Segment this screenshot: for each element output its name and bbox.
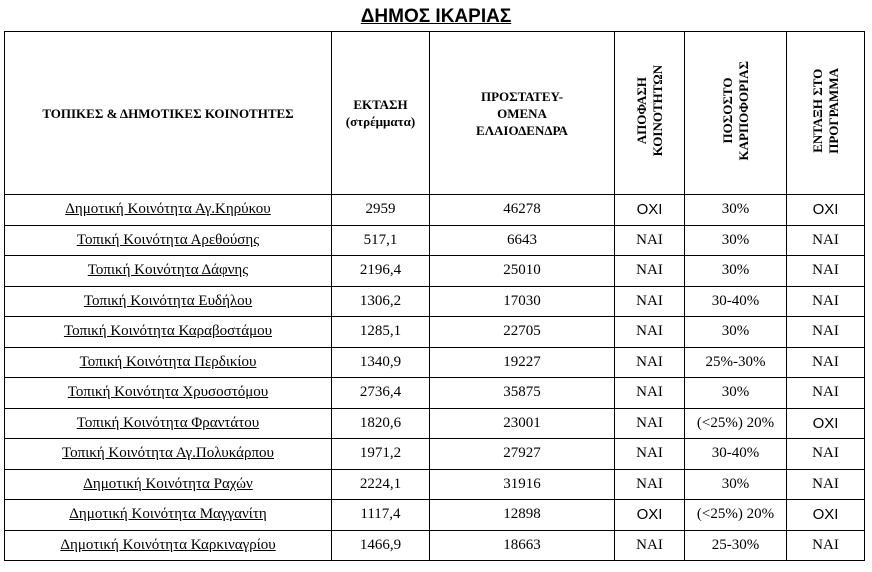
cell-community: Δημοτική Κοινότητα Καρκιναγρίου bbox=[5, 530, 332, 561]
cell-area: 1117,4 bbox=[332, 500, 430, 531]
table-row bbox=[5, 530, 865, 561]
cell-yield: 30% bbox=[685, 469, 787, 500]
table-row bbox=[5, 195, 865, 226]
cell-trees: 12898 bbox=[430, 500, 615, 531]
cell-trees: 23001 bbox=[430, 408, 615, 439]
communities-table bbox=[4, 31, 865, 561]
table-row bbox=[5, 347, 865, 378]
header-area: ΕΚΤΑΣΗ (στρέμματα) bbox=[332, 32, 430, 195]
cell-area: 2736,4 bbox=[332, 378, 430, 409]
cell-trees: 25010 bbox=[430, 256, 615, 287]
table-row bbox=[5, 286, 865, 317]
header-yield-label: ΠΟΣΟΣΤΟ ΚΑΡΠΟΦΟΡΙΑΣ bbox=[719, 61, 751, 161]
cell-trees: 6643 bbox=[430, 225, 615, 256]
header-trees: ΠΡΟΣΤΑΤΕΥ- ΟΜΕΝΑ ΕΛΑΙΟΔΕΝΔΡΑ bbox=[430, 32, 615, 195]
table-row bbox=[5, 225, 865, 256]
cell-area: 2959 bbox=[332, 195, 430, 226]
cell-program: ΟΧΙ bbox=[787, 408, 865, 439]
cell-area: 1466,9 bbox=[332, 530, 430, 561]
cell-program: ΝΑΙ bbox=[787, 378, 865, 409]
cell-community: Τοπική Κοινότητα Ευδήλου bbox=[5, 286, 332, 317]
cell-yield: 30-40% bbox=[685, 286, 787, 317]
header-program bbox=[787, 32, 865, 195]
cell-decision: ΝΑΙ bbox=[615, 317, 685, 348]
table-body bbox=[5, 195, 865, 561]
cell-community: Τοπική Κοινότητα Χρυσοστόμου bbox=[5, 378, 332, 409]
cell-program: ΟΧΙ bbox=[787, 500, 865, 531]
cell-program: ΝΑΙ bbox=[787, 469, 865, 500]
page-title: ΔΗΜΟΣ ΙΚΑΡΙΑΣ bbox=[360, 6, 512, 27]
header-decision bbox=[615, 32, 685, 195]
cell-program: ΝΑΙ bbox=[787, 225, 865, 256]
table-row bbox=[5, 439, 865, 470]
cell-program: ΝΑΙ bbox=[787, 439, 865, 470]
cell-area: 1340,9 bbox=[332, 347, 430, 378]
cell-decision: ΝΑΙ bbox=[615, 530, 685, 561]
cell-decision: ΝΑΙ bbox=[615, 225, 685, 256]
cell-trees: 31916 bbox=[430, 469, 615, 500]
header-program-label: ΕΝΤΑΞΗ ΣΤΟ ΠΡΟΓΡΑΜΜΑ bbox=[809, 68, 841, 154]
cell-program: ΝΑΙ bbox=[787, 347, 865, 378]
cell-decision: ΝΑΙ bbox=[615, 256, 685, 287]
table-row bbox=[5, 378, 865, 409]
header-yield bbox=[685, 32, 787, 195]
cell-yield: 30% bbox=[685, 317, 787, 348]
table-row bbox=[5, 408, 865, 439]
cell-yield: 25%-30% bbox=[685, 347, 787, 378]
cell-trees: 27927 bbox=[430, 439, 615, 470]
table-row bbox=[5, 469, 865, 500]
cell-community: Τοπική Κοινότητα Αρεθούσης bbox=[5, 225, 332, 256]
cell-trees: 19227 bbox=[430, 347, 615, 378]
cell-yield: 30% bbox=[685, 378, 787, 409]
cell-trees: 17030 bbox=[430, 286, 615, 317]
cell-area: 1971,2 bbox=[332, 439, 430, 470]
cell-area: 1820,6 bbox=[332, 408, 430, 439]
cell-decision: ΟΧΙ bbox=[615, 195, 685, 226]
cell-area: 2224,1 bbox=[332, 469, 430, 500]
cell-community: Τοπική Κοινότητα Φραντάτου bbox=[5, 408, 332, 439]
cell-community: Τοπική Κοινότητα Περδικίου bbox=[5, 347, 332, 378]
cell-trees: 35875 bbox=[430, 378, 615, 409]
cell-program: ΝΑΙ bbox=[787, 286, 865, 317]
cell-yield: 30% bbox=[685, 225, 787, 256]
cell-yield: 30% bbox=[685, 256, 787, 287]
cell-decision: ΝΑΙ bbox=[615, 439, 685, 470]
cell-decision: ΝΑΙ bbox=[615, 469, 685, 500]
cell-decision: ΝΑΙ bbox=[615, 286, 685, 317]
cell-community: Τοπική Κοινότητα Αγ.Πολυκάρπου bbox=[5, 439, 332, 470]
cell-community: Δημοτική Κοινότητα Ραχών bbox=[5, 469, 332, 500]
table-row bbox=[5, 500, 865, 531]
cell-trees: 18663 bbox=[430, 530, 615, 561]
header-community: ΤΟΠΙΚΕΣ & ΔΗΜΟΤΙΚΕΣ ΚΟΙΝΟΤΗΤΕΣ bbox=[5, 32, 332, 195]
cell-program: ΝΑΙ bbox=[787, 530, 865, 561]
cell-program: ΟΧΙ bbox=[787, 195, 865, 226]
table-row bbox=[5, 256, 865, 287]
cell-program: ΝΑΙ bbox=[787, 256, 865, 287]
cell-community: Δημοτική Κοινότητα Αγ.Κηρύκου bbox=[5, 195, 332, 226]
cell-trees: 46278 bbox=[430, 195, 615, 226]
cell-area: 1285,1 bbox=[332, 317, 430, 348]
cell-yield: (<25%) 20% bbox=[685, 500, 787, 531]
cell-yield: 30% bbox=[685, 195, 787, 226]
cell-decision: ΝΑΙ bbox=[615, 408, 685, 439]
cell-yield: 25-30% bbox=[685, 530, 787, 561]
cell-yield: (<25%) 20% bbox=[685, 408, 787, 439]
cell-community: Δημοτική Κοινότητα Μαγγανίτη bbox=[5, 500, 332, 531]
cell-decision: ΟΧΙ bbox=[615, 500, 685, 531]
cell-community: Τοπική Κοινότητα Δάφνης bbox=[5, 256, 332, 287]
table-row bbox=[5, 317, 865, 348]
cell-area: 2196,4 bbox=[332, 256, 430, 287]
cell-area: 517,1 bbox=[332, 225, 430, 256]
cell-decision: ΝΑΙ bbox=[615, 378, 685, 409]
header-row bbox=[5, 32, 865, 195]
cell-yield: 30-40% bbox=[685, 439, 787, 470]
cell-decision: ΝΑΙ bbox=[615, 347, 685, 378]
cell-community: Τοπική Κοινότητα Καραβοστάμου bbox=[5, 317, 332, 348]
header-decision-label: ΑΠΟΦΑΣΗ ΚΟΙΝΟΤΗΤΩΝ bbox=[633, 65, 665, 157]
cell-program: ΝΑΙ bbox=[787, 317, 865, 348]
cell-trees: 22705 bbox=[430, 317, 615, 348]
cell-area: 1306,2 bbox=[332, 286, 430, 317]
